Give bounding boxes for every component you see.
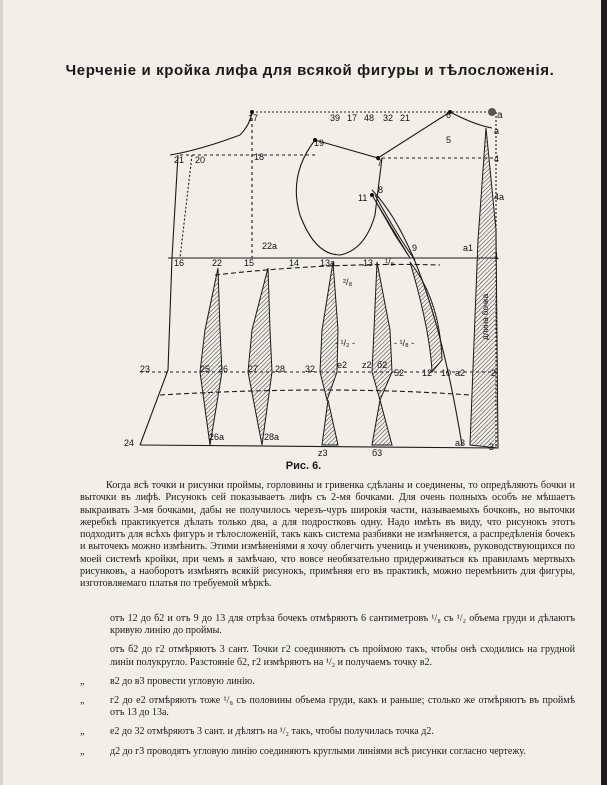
label-z3: z3 [318,448,328,458]
label-a3: a3 [455,438,466,448]
dart-2 [248,268,272,445]
label-4: 4 [494,154,500,164]
label-a2: a2 [455,368,466,378]
label-7: 7 [377,158,383,168]
label-27: 27 [248,364,259,374]
figure-caption: Рис. 6. [285,460,322,472]
label-3: 3 [489,442,495,452]
step-item: „ в2 до в3 провести угловую линію. [80,675,255,687]
front-dart [470,128,498,448]
label-16: 16 [174,258,185,268]
back-outline [140,155,178,445]
label-bochka-length: длина бочка [481,293,490,340]
step-item: „ г2 до е2 отмѣряютъ тоже ¹/₈ съ половины объема груди, какъ и раньше; столько же отмѣряютъ въ проймѣ отъ 13 до 13а. [80,695,575,719]
label-28: 28 [275,364,286,374]
label-21: 21 [400,113,411,123]
step-item: „ д2 до г3 проводятъ угловую линію соединяютъ круглыми линіями всѣ рисунки согласно чертежу. [80,745,526,757]
label-20: 20 [195,155,206,165]
label-22a: 22a [262,241,278,251]
step-item: отъ б2 до г2 отмѣряютъ 3 сант. Точки г2 соединяютъ съ проймою такъ, чтобы онѣ сходились на грудной линіи полукругло. Разстояніе б2, г2 измѣряютъ на ¹/₂ и получаемъ точку в2. [110,644,575,668]
label-32: 32 [383,113,394,123]
armhole-curve [296,140,382,255]
step-item: „ е2 до 32 отмѣряютъ 3 сант. и дѣлятъ на ¹/₂ такъ, чтобы получилась точка д2. [80,726,434,738]
label-11: 11 [358,193,368,203]
label-22: 22 [212,258,223,268]
dart-4 [372,262,392,400]
label-b3: б3 [372,448,383,458]
label-13: 13 [363,258,374,268]
body-paragraph: Когда всѣ точки и рисунки проймы, горловины и гривенка сдѣланы и соединены, то опредѣляють бочки и выточки въ лифѣ. Рисунокъ сей показываетъ лифъ съ 2-мя бочками. Для очень полныхъ особъ не мѣшаетъ выкраивать 3-мя бочками, дабы не получилось черезъ-чуръ широкія части, называемыхъ бочковъ, но выточки жеребкѣ практикуется дѣлать только два, а для подростковъ одну. Надо имѣть въ виду, что рисунокъ этотъ подходитъ для всѣхъ фигуръ и тѣлосложеній, такъ какъ система разбивки не измѣняется, а распредѣленія бочекъ и выточекъ можно измѣнить. Этими измѣненіями я хочу облегчить учениць и учениковъ, руководствующихся по моей системѣ кройки, при чемъ я замѣчаю, что вовсе необязательно придерживаться къ правиламъ мертвыхъ рисунковъ, а наоборотъ измѣнять всякій рисунокъ, примѣняя его въ практикѣ, можно перемѣнить для фигуры, изготовляемаго платья по требуемой мѣркѣ. [80,480,575,590]
dart-5 [410,262,442,372]
label-25: 25 [200,364,211,374]
label-14: 14 [289,258,300,268]
label-4a: 4a [494,192,505,202]
label-19: 19 [314,138,325,148]
label-a1: a1 [463,243,474,253]
label-12: 12 [422,368,433,378]
label-17: 17 [248,113,259,123]
step-item: отъ 12 до б2 и отъ 9 до 13 для отрѣза бочекъ отмѣряютъ 6 сантиметровъ ¹/₈ съ ¹/₂ объема груди и дѣлаютъ кривую линію до проймы. [110,613,575,637]
label-48: 48 [364,113,375,123]
label-2: 2 [491,368,497,378]
label-21b: 21 [174,155,185,165]
label-28a: 28a [264,432,280,442]
label-frac-2-8: ²/₈ [343,277,353,287]
front-neck [450,112,492,128]
label-1: 1 [494,251,500,261]
label-e2: e2 [337,360,348,370]
label-26: 26 [218,364,229,374]
label-13a: 13a [320,258,336,268]
label-52: 52 [394,368,405,378]
label-b2: б2 [377,360,388,370]
label-23: 23 [140,364,151,374]
label-frac-1-8b: - ¹/₈ - [394,338,415,348]
label-5: 5 [446,135,452,145]
label-frac-1-2: - ¹/₂ - [335,338,355,348]
label-39: 39 [330,113,341,123]
label-9: 9 [412,243,418,253]
label-frac-1-8: ¹/₈ [385,257,395,267]
label-26a: 26a [209,432,225,442]
label-24: 24 [124,438,135,448]
label-10: 10 [441,368,452,378]
label-z2: z2 [362,360,372,370]
page-title: Черченіе и кройка лифа для всякой фигуры и тѣлосложенія. [65,62,555,79]
dart-3 [320,262,338,400]
label-8: 8 [378,185,384,195]
back-shoulder [170,135,240,155]
instruction-steps [80,613,575,765]
label-a: a [497,110,503,121]
label-a2-top: a [494,126,500,136]
label-6: 6 [446,110,452,120]
label-17b: 17 [347,113,358,123]
label-15: 15 [244,258,255,268]
label-18: 18 [254,152,265,162]
label-32b: 32 [305,364,316,374]
